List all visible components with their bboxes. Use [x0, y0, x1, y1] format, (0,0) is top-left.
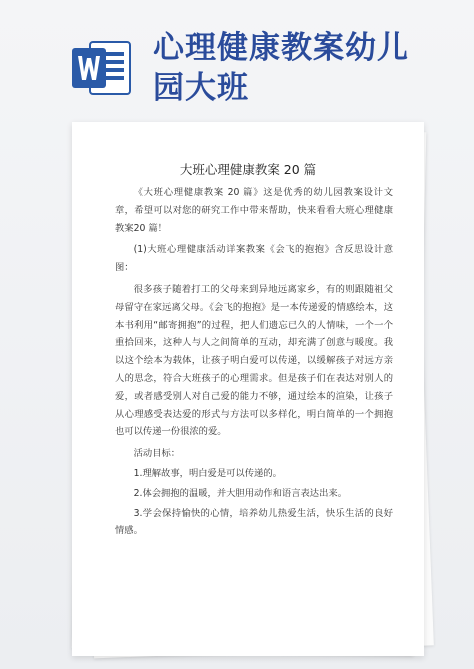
header [0, 0, 474, 120]
document-page [72, 122, 424, 656]
goal-item-2: 2.体会拥抱的温暖，并大胆用动作和语言表达出来。 [133, 487, 347, 499]
goal-item-1: 1.理解故事，明白爱是可以传递的。 [133, 467, 282, 479]
document-body [115, 184, 393, 544]
paragraph-design-intent: 很多孩子随着打工的父母来到异地远离家乡，有的则跟随祖父母留守在家远离父母。《会飞的抱抱》是一本传递爱的情感绘本，这本书利用“邮寄拥抱”的过程，把人们遗忘已久的人情味，一个一个重拾回来，这种人与人之间简单的互动，却充满了创意与暖度。我以这个绘本为载体，让孩子明白爱可以传递，以缓解孩子对远方亲人的思念，符合大班孩子的心理需求。但是孩子们在表达对别人的爱，或者感受别人对自己爱的能力不够，通过绘本的渲染，让孩子从心理感受表达爱的形式与方法可以多样化，明白简单的一个拥抱也可以传递一份很浓的爱。 [115, 283, 393, 438]
header-title [153, 28, 463, 108]
header-title-line2: 园大班 [153, 70, 249, 106]
paragraph-goals-heading: 活动目标： [133, 448, 181, 460]
word-icon [70, 36, 134, 100]
paragraph-section-heading: (1)大班心理健康活动详案教案《会飞的抱抱》含反思设计意图： [115, 244, 393, 274]
document-title: 大班心理健康教案 20 篇 [179, 162, 317, 177]
goal-item-3: 3.学会保持愉快的心情，培养幼儿热爱生活，快乐生活的良好情感。 [115, 507, 393, 537]
header-title-line1: 心理健康教案幼儿 [153, 30, 409, 66]
paragraph-intro: 《大班心理健康教案 20 篇》这是优秀的幼儿园教案设计文章，希望可以对您的研究工作中带来帮助，快来看看大班心理健康教案20 篇！ [115, 187, 393, 234]
